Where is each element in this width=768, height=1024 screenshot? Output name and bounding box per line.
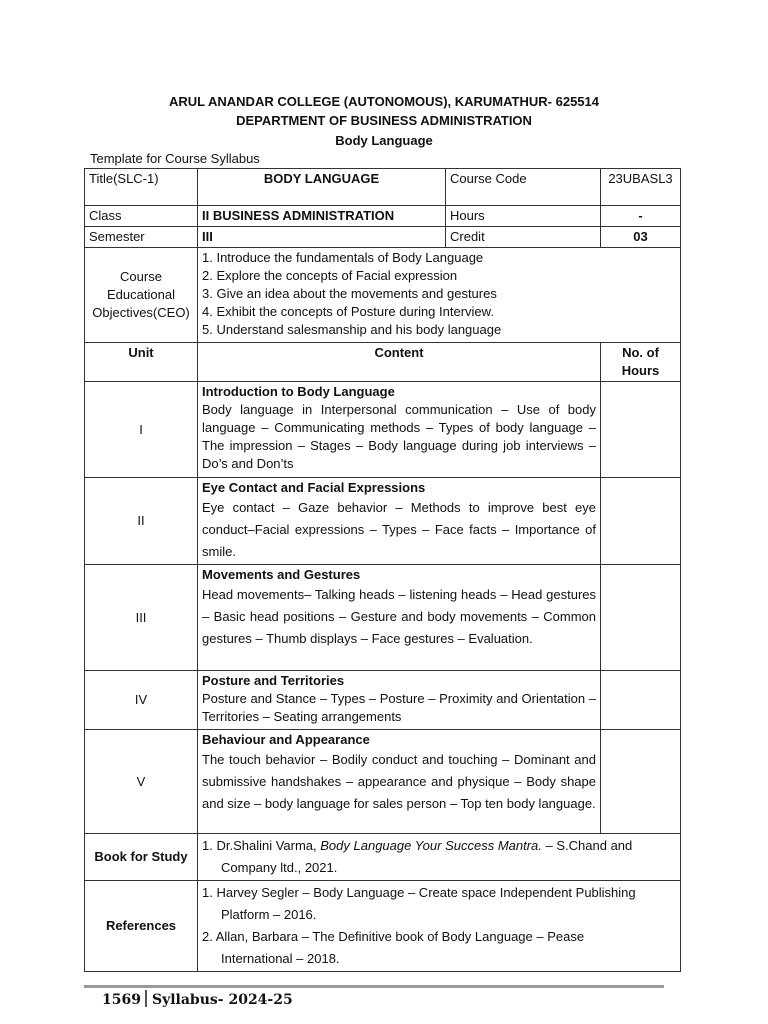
unit-hours (601, 382, 681, 478)
objective-item: 3. Give an idea about the movements and gestures (202, 286, 497, 301)
objective-item: 5. Understand salesmanship and his body language (202, 322, 502, 337)
hours-header-line2: Hours (621, 363, 660, 378)
objectives-label-line: Course (120, 269, 162, 284)
objectives-label (85, 248, 198, 343)
unit-header-row (85, 343, 681, 382)
unit-number: IV (85, 671, 198, 730)
title-value: BODY LANGUAGE (198, 169, 446, 206)
class-row (85, 206, 681, 227)
template-label: Template for Course Syllabus (90, 151, 260, 166)
references-row (85, 881, 681, 972)
book-prefix: 1. Dr.Shalini Varma, (202, 838, 321, 853)
objectives-list (198, 248, 681, 343)
class-label: Class (85, 206, 198, 227)
unit-hours (601, 565, 681, 671)
footer-separator (145, 990, 147, 1007)
unit-body: Head movements– Talking heads – listening heads – Head gestures – Basic head positions – Gesture and body movements – Common gestures – Thumb displays – Face gestures – Evaluation. (202, 587, 596, 646)
objectives-row (85, 248, 681, 343)
objective-item: 2. Explore the concepts of Facial expression (202, 268, 458, 283)
unit-title: Movements and Gestures (202, 567, 361, 582)
reference-item: 2. Allan, Barbara – The Definitive book of Body Language – Pease (202, 929, 585, 944)
unit-hours (601, 478, 681, 565)
course-code-value: 23UBASL3 (601, 169, 681, 206)
unit-content (198, 565, 601, 671)
unit-body: Posture and Stance – Types – Posture – Proximity and Orientation – Territories – Seating arrangements (202, 691, 596, 724)
objectives-label-line: Educational (107, 287, 175, 302)
unit-content (198, 478, 601, 565)
unit-title: Behaviour and Appearance (202, 732, 370, 747)
unit-content (198, 671, 601, 730)
unit-body: Body language in Interpersonal communication – Use of body language – Communicating methods – Types of body language – The impression – Stages – Body language during job interviews –Do’s and Don’ts (202, 402, 596, 471)
unit-row (85, 730, 681, 834)
reference-item-cont: International – 2018. (221, 951, 340, 966)
credit-label: Credit (446, 227, 601, 248)
book-for-study-content (198, 834, 681, 881)
book-for-study-row (85, 834, 681, 881)
unit-number: II (85, 478, 198, 565)
unit-content (198, 730, 601, 834)
unit-row (85, 478, 681, 565)
unit-title: Posture and Territories (202, 673, 345, 688)
unit-body: The touch behavior – Bodily conduct and touching – Dominant and submissive handshakes – appearance and physique – Body shape and size – body language for sales person – Top ten body language. (202, 752, 596, 811)
department-name: DEPARTMENT OF BUSINESS ADMINISTRATION (236, 113, 532, 128)
book-line2: Company ltd., 2021. (221, 860, 338, 875)
unit-row (85, 671, 681, 730)
objective-item: 4. Exhibit the concepts of Posture during Interview. (202, 304, 494, 319)
unit-row (85, 565, 681, 671)
unit-title: Introduction to Body Language (202, 384, 395, 399)
syllabus-table (84, 168, 681, 972)
college-name: ARUL ANANDAR COLLEGE (AUTONOMOUS), KARUMATHUR- 625514 (169, 94, 599, 109)
unit-body: Eye contact – Gaze behavior – Methods to improve best eye conduct–Facial expressions – Types – Face facts – Importance of smile. (202, 500, 596, 559)
page-number: 1569 (102, 992, 141, 1008)
book-title: Body Language Your Success Mantra. (320, 838, 542, 853)
title-label: Title(SLC-1) (85, 169, 198, 206)
hours-header-line1: No. of (622, 345, 659, 360)
book-suffix: – S.Chand and (541, 838, 633, 853)
semester-value: III (198, 227, 446, 248)
unit-hours (601, 730, 681, 834)
hours-value: - (601, 206, 681, 227)
title-row (85, 169, 681, 206)
footer-rule (84, 985, 664, 988)
book-line (202, 835, 676, 857)
unit-row (85, 382, 681, 478)
reference-item-cont: Platform – 2016. (221, 907, 317, 922)
objectives-label-line: Objectives(CEO) (92, 305, 190, 320)
semester-label: Semester (85, 227, 198, 248)
content-header: Content (198, 343, 601, 382)
references-label: References (85, 881, 198, 972)
footer-label: Syllabus- 2024-25 (151, 992, 293, 1008)
unit-number: III (85, 565, 198, 671)
course-code-label: Course Code (446, 169, 601, 206)
semester-row (85, 227, 681, 248)
course-heading: Body Language (335, 133, 433, 148)
unit-title: Eye Contact and Facial Expressions (202, 480, 426, 495)
hours-label: Hours (446, 206, 601, 227)
unit-number: V (85, 730, 198, 834)
unit-hours (601, 671, 681, 730)
unit-content (198, 382, 601, 478)
reference-item: 1. Harvey Segler – Body Language – Create space Independent Publishing (202, 885, 636, 900)
hours-header (601, 343, 681, 382)
objective-item: 1. Introduce the fundamentals of Body Language (202, 250, 484, 265)
unit-number: I (85, 382, 198, 478)
unit-header: Unit (85, 343, 198, 382)
class-value: II BUSINESS ADMINISTRATION (198, 206, 446, 227)
credit-value: 03 (601, 227, 681, 248)
footer (102, 990, 293, 1008)
references-content (198, 881, 681, 972)
book-for-study-label: Book for Study (85, 834, 198, 881)
